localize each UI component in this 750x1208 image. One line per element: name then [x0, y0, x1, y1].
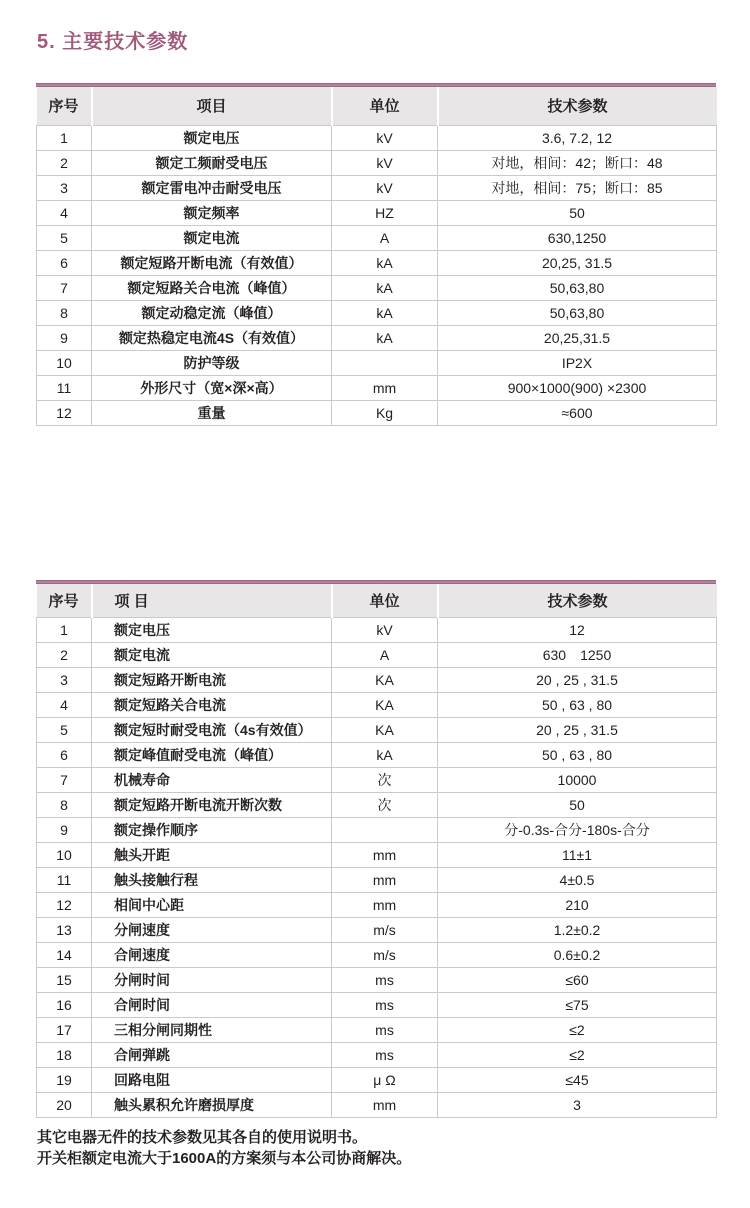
cell-item: 额定电压	[92, 125, 332, 150]
table-row	[37, 1018, 717, 1043]
cell-item: 额定电流	[92, 643, 332, 668]
cell-value: 对地，相间：75；断口：85	[438, 175, 717, 200]
cell-seq: 11	[37, 375, 92, 400]
cell-value: 50	[438, 793, 717, 818]
cell-unit: Kg	[332, 400, 438, 425]
cell-unit: KA	[332, 668, 438, 693]
cell-item: 额定热稳定电流4S（有效值）	[92, 325, 332, 350]
cell-seq: 7	[37, 768, 92, 793]
cell-item: 三相分闸同期性	[92, 1018, 332, 1043]
header-unit: 单位	[332, 87, 438, 125]
cell-value: 20,25,31.5	[438, 325, 717, 350]
cell-item: 机械寿命	[92, 768, 332, 793]
cell-unit: KA	[332, 693, 438, 718]
cell-seq: 6	[37, 743, 92, 768]
table-row	[37, 250, 717, 275]
table-row	[37, 993, 717, 1018]
cell-seq: 1	[37, 125, 92, 150]
cell-unit: ms	[332, 993, 438, 1018]
cell-unit: kV	[332, 150, 438, 175]
cell-unit: KA	[332, 718, 438, 743]
table-row	[37, 943, 717, 968]
breaker-params-table-section	[36, 580, 716, 1119]
cell-seq: 7	[37, 275, 92, 300]
cell-unit: m/s	[332, 943, 438, 968]
cell-unit	[332, 350, 438, 375]
cell-seq: 8	[37, 300, 92, 325]
cell-seq: 1	[37, 618, 92, 643]
cell-unit: A	[332, 225, 438, 250]
cell-unit: kA	[332, 250, 438, 275]
cell-seq: 6	[37, 250, 92, 275]
cell-seq: 9	[37, 325, 92, 350]
table-row	[37, 350, 717, 375]
cell-seq: 5	[37, 718, 92, 743]
footnote-line-1: 其它电器无件的技术参数见其各自的使用说明书。	[37, 1129, 368, 1146]
cell-item: 额定电流	[92, 225, 332, 250]
cell-item: 额定短路开断电流（有效值）	[92, 250, 332, 275]
cell-value: 900×1000(900) ×2300	[438, 375, 717, 400]
cell-seq: 4	[37, 693, 92, 718]
cell-unit: kV	[332, 125, 438, 150]
page-title: 5. 主要技术参数	[37, 31, 189, 53]
cell-item: 额定短时耐受电流（4s有效值）	[92, 718, 332, 743]
cell-unit: kA	[332, 300, 438, 325]
cell-value: ≤45	[438, 1068, 717, 1093]
table-row	[37, 693, 717, 718]
spec-table-1	[36, 87, 717, 426]
cell-value: ≈600	[438, 400, 717, 425]
table-row	[37, 225, 717, 250]
cell-item: 额定动稳定流（峰值）	[92, 300, 332, 325]
cell-item: 额定短路开断电流开断次数	[92, 793, 332, 818]
cell-seq: 5	[37, 225, 92, 250]
cell-item: 额定频率	[92, 200, 332, 225]
table-row	[37, 843, 717, 868]
cell-item: 额定峰值耐受电流（峰值）	[92, 743, 332, 768]
cell-value: 630,1250	[438, 225, 717, 250]
cell-seq: 13	[37, 918, 92, 943]
cell-seq: 12	[37, 400, 92, 425]
table-row	[37, 1068, 717, 1093]
cell-value: 3.6, 7.2, 12	[438, 125, 717, 150]
table-row	[37, 893, 717, 918]
header-item: 项目	[92, 87, 332, 125]
table-row	[37, 175, 717, 200]
table-row	[37, 200, 717, 225]
table-row	[37, 1043, 717, 1068]
table-header-row	[37, 584, 717, 618]
table-row	[37, 918, 717, 943]
cell-value: 4±0.5	[438, 868, 717, 893]
cell-seq: 8	[37, 793, 92, 818]
cell-seq: 11	[37, 868, 92, 893]
cell-value: 50 , 63 , 80	[438, 693, 717, 718]
table-row	[37, 743, 717, 768]
cell-seq: 3	[37, 668, 92, 693]
cell-item: 触头累积允许磨损厚度	[92, 1093, 332, 1118]
table-row	[37, 793, 717, 818]
cell-item: 额定工频耐受电压	[92, 150, 332, 175]
cell-value: 3	[438, 1093, 717, 1118]
cell-unit: kA	[332, 275, 438, 300]
cell-seq: 2	[37, 150, 92, 175]
cell-item: 触头接触行程	[92, 868, 332, 893]
cell-item: 合闸速度	[92, 943, 332, 968]
cell-seq: 9	[37, 818, 92, 843]
table-row	[37, 300, 717, 325]
cell-unit: HZ	[332, 200, 438, 225]
cell-item: 额定短路关合电流	[92, 693, 332, 718]
cell-seq: 15	[37, 968, 92, 993]
cell-seq: 3	[37, 175, 92, 200]
header-value: 技术参数	[438, 87, 717, 125]
cell-item: 相间中心距	[92, 893, 332, 918]
cell-value: ≤75	[438, 993, 717, 1018]
cell-unit: kA	[332, 325, 438, 350]
cell-seq: 2	[37, 643, 92, 668]
cell-seq: 18	[37, 1043, 92, 1068]
cell-value: 50,63,80	[438, 300, 717, 325]
cell-unit: ms	[332, 1018, 438, 1043]
cell-value: 50 , 63 , 80	[438, 743, 717, 768]
cell-value: ≤2	[438, 1018, 717, 1043]
cell-seq: 16	[37, 993, 92, 1018]
table-row	[37, 150, 717, 175]
cell-value: 20 , 25 , 31.5	[438, 668, 717, 693]
cell-item: 额定短路关合电流（峰值）	[92, 275, 332, 300]
cell-value: 10000	[438, 768, 717, 793]
cell-item: 额定操作顺序	[92, 818, 332, 843]
header-seq: 序号	[37, 584, 92, 618]
cell-seq: 19	[37, 1068, 92, 1093]
table-row	[37, 868, 717, 893]
cell-seq: 4	[37, 200, 92, 225]
cell-unit: μ Ω	[332, 1068, 438, 1093]
cell-value: 20 , 25 , 31.5	[438, 718, 717, 743]
cell-value: ≤60	[438, 968, 717, 993]
footnotes	[37, 1127, 750, 1169]
cell-seq: 10	[37, 350, 92, 375]
cell-unit	[332, 818, 438, 843]
cell-unit: 次	[332, 768, 438, 793]
cell-unit: A	[332, 643, 438, 668]
cell-value: 0.6±0.2	[438, 943, 717, 968]
header-seq: 序号	[37, 87, 92, 125]
cell-unit: kV	[332, 175, 438, 200]
cell-seq: 17	[37, 1018, 92, 1043]
cell-value: IP2X	[438, 350, 717, 375]
main-params-table-section	[36, 83, 716, 426]
cell-item: 合闸弹跳	[92, 1043, 332, 1068]
header-value: 技术参数	[438, 584, 717, 618]
header-unit: 单位	[332, 584, 438, 618]
cell-seq: 12	[37, 893, 92, 918]
cell-item: 合闸时间	[92, 993, 332, 1018]
cell-item: 重量	[92, 400, 332, 425]
cell-unit: m/s	[332, 918, 438, 943]
cell-unit: kV	[332, 618, 438, 643]
cell-item: 防护等级	[92, 350, 332, 375]
cell-item: 额定短路开断电流	[92, 668, 332, 693]
cell-value: 12	[438, 618, 717, 643]
cell-unit: mm	[332, 843, 438, 868]
cell-unit: mm	[332, 893, 438, 918]
cell-value: 20,25, 31.5	[438, 250, 717, 275]
table-row	[37, 718, 717, 743]
cell-value: 210	[438, 893, 717, 918]
cell-seq: 14	[37, 943, 92, 968]
cell-value: 对地，相间：42；断口：48	[438, 150, 717, 175]
cell-seq: 10	[37, 843, 92, 868]
footnote-line-2: 开关柜额定电流大于1600A的方案须与本公司协商解决。	[37, 1150, 412, 1167]
cell-value: 1.2±0.2	[438, 918, 717, 943]
cell-unit: 次	[332, 793, 438, 818]
table-row	[37, 768, 717, 793]
cell-unit: kA	[332, 743, 438, 768]
cell-value: 11±1	[438, 843, 717, 868]
cell-unit: mm	[332, 375, 438, 400]
spec-table-2	[36, 584, 717, 1119]
table-row	[37, 968, 717, 993]
cell-item: 额定电压	[92, 618, 332, 643]
cell-item: 回路电阻	[92, 1068, 332, 1093]
table-row	[37, 643, 717, 668]
cell-value: ≤2	[438, 1043, 717, 1068]
table-row	[37, 125, 717, 150]
table-row	[37, 618, 717, 643]
cell-unit: ms	[332, 968, 438, 993]
cell-item: 分闸时间	[92, 968, 332, 993]
table-row	[37, 375, 717, 400]
cell-unit: ms	[332, 1043, 438, 1068]
cell-item: 额定雷电冲击耐受电压	[92, 175, 332, 200]
cell-item: 分闸速度	[92, 918, 332, 943]
cell-value: 50,63,80	[438, 275, 717, 300]
cell-item: 触头开距	[92, 843, 332, 868]
table-row	[37, 400, 717, 425]
table-row	[37, 275, 717, 300]
cell-value: 50	[438, 200, 717, 225]
table-row	[37, 668, 717, 693]
table-row	[37, 818, 717, 843]
cell-unit: mm	[332, 1093, 438, 1118]
cell-seq: 20	[37, 1093, 92, 1118]
table-header-row	[37, 87, 717, 125]
cell-value: 分-0.3s-合分-180s-合分	[438, 818, 717, 843]
header-item: 项 目	[92, 584, 332, 618]
table-row	[37, 325, 717, 350]
cell-value: 630 1250	[438, 643, 717, 668]
table-row	[37, 1093, 717, 1118]
cell-item: 外形尺寸（宽×深×高）	[92, 375, 332, 400]
cell-unit: mm	[332, 868, 438, 893]
